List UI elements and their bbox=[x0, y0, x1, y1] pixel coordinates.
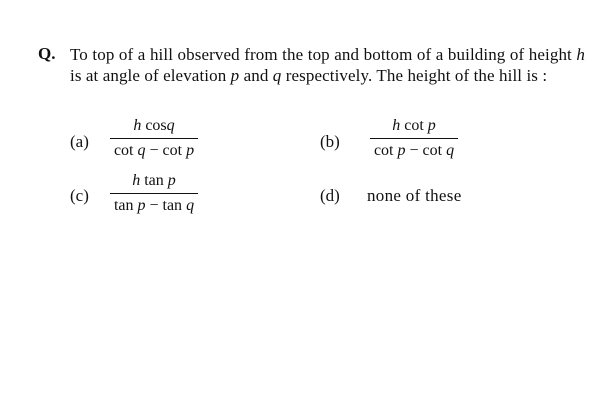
option-d-text: none of these bbox=[367, 186, 462, 205]
option-c-denominator: tan p − tan q bbox=[113, 197, 195, 214]
option-c-fraction bbox=[110, 172, 198, 215]
option-b-numerator: h cot p bbox=[392, 117, 436, 134]
option-b-denominator: cot p − cot q bbox=[373, 142, 455, 159]
question-text: To top of a hill observed from the top and bottom of a building of height h is at angle of elevation p and q respectively. The height of the hill is : bbox=[70, 45, 585, 85]
option-b-fraction bbox=[370, 117, 458, 160]
question-label: Q. bbox=[38, 44, 56, 63]
option-a-label: (a) bbox=[70, 132, 89, 151]
option-c-numerator: h tan p bbox=[132, 172, 176, 189]
option-b-label: (b) bbox=[320, 132, 340, 151]
option-a-fraction bbox=[110, 117, 198, 160]
option-a-numerator: h cosq bbox=[133, 117, 175, 134]
option-a-denominator: cot q − cot p bbox=[113, 142, 195, 159]
option-d-label: (d) bbox=[320, 186, 340, 205]
option-c-label: (c) bbox=[70, 186, 89, 205]
